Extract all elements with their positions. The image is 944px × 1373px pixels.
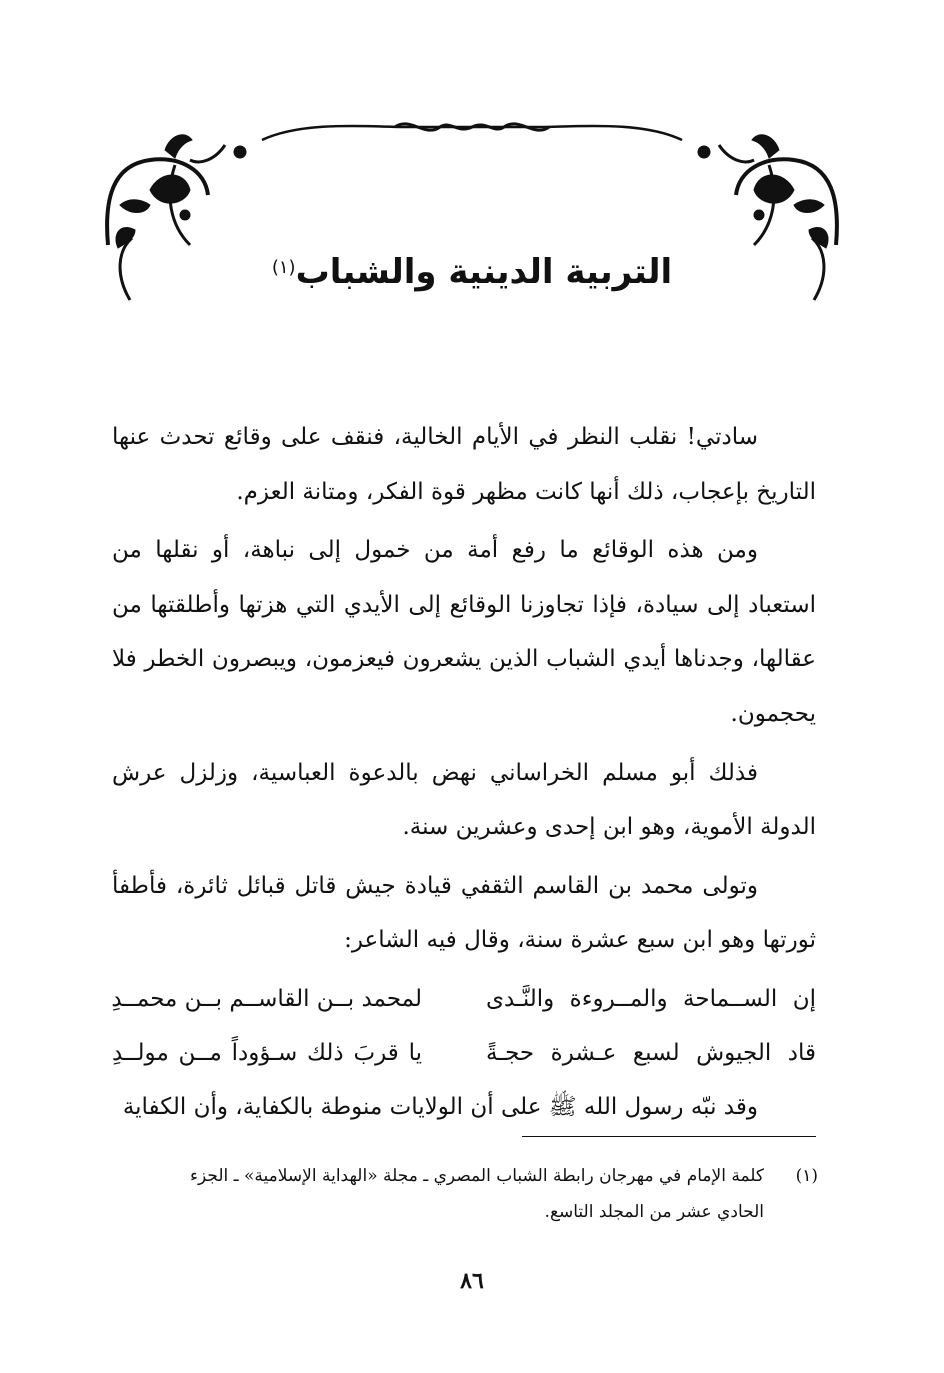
poem-verse <box>112 1026 816 1080</box>
paragraph: ومن هذه الوقائع ما رفع أمة من خمول إلى نباهة، أو نقلها من استعباد إلى سيادة، فإذا تجاوزنا الوقائع إلى الأيدي التي هزتها وأطلقتها من عقالها، وجدناها أيدي الشباب الذين يشعرون فيعزمون، ويبصرون الخطر فلا يحجمون. <box>112 537 816 727</box>
footnote-text: كلمة الإمام في مهرجان رابطة الشباب المصري ـ مجلة «الهداية الإسلامية» ـ الجزء <box>189 1166 764 1186</box>
top-flourish-line <box>262 124 682 140</box>
verse-second-hemistich: لمحمد بــن القاســم بــن محمــدِ <box>111 985 422 1012</box>
footnote <box>108 1158 818 1230</box>
footnote-line <box>108 1158 818 1194</box>
verse-first-hemistich: قاد الجيوش لسبع عـشرة حجـةً <box>486 1039 816 1066</box>
footnote-number: (١) <box>795 1166 818 1186</box>
verse-first-hemistich: إن الســماحة والمــروءة والنَّـدى <box>486 985 816 1012</box>
paragraph: وتولى محمد بن القاسم الثقفي قيادة جيش قاتل قبائل ثائرة، فأطفأ ثورتها وهو ابن سبع عشرة سنة، وقال فيه الشاعر: <box>112 872 816 954</box>
page-title <box>0 250 944 294</box>
title-footnote-marker: (١) <box>271 257 296 278</box>
main-text <box>112 410 816 1139</box>
footnote-text-continued: الحادي عشر من المجلد التاسع. <box>544 1202 764 1222</box>
page-number: ٨٦ <box>460 1268 484 1294</box>
paragraph-continued: وقد نبّه رسول الله ﷺ على أن الولايات منوطة بالكفاية، وأن الكفاية <box>122 1093 758 1120</box>
footnote-separator <box>522 1136 816 1137</box>
paragraph: فذلك أبو مسلم الخراساني نهض بالدعوة العباسية، وزلزل عرش الدولة الأموية، وهو ابن إحدى وعشرين سنة. <box>112 759 816 841</box>
title-text: التربية الدينية والشباب <box>295 252 673 292</box>
poem-verse <box>112 972 816 1026</box>
verse-second-hemistich: يا قربَ ذلك سـؤوداً مــن مولــدِ <box>112 1039 422 1066</box>
paragraph: سادتي! نقلب النظر في الأيام الخالية، فنقف على وقائع تحدث عنها التاريخ بإعجاب، ذلك أنها كانت مظهر قوة الفكر، ومتانة العزم. <box>112 424 816 505</box>
